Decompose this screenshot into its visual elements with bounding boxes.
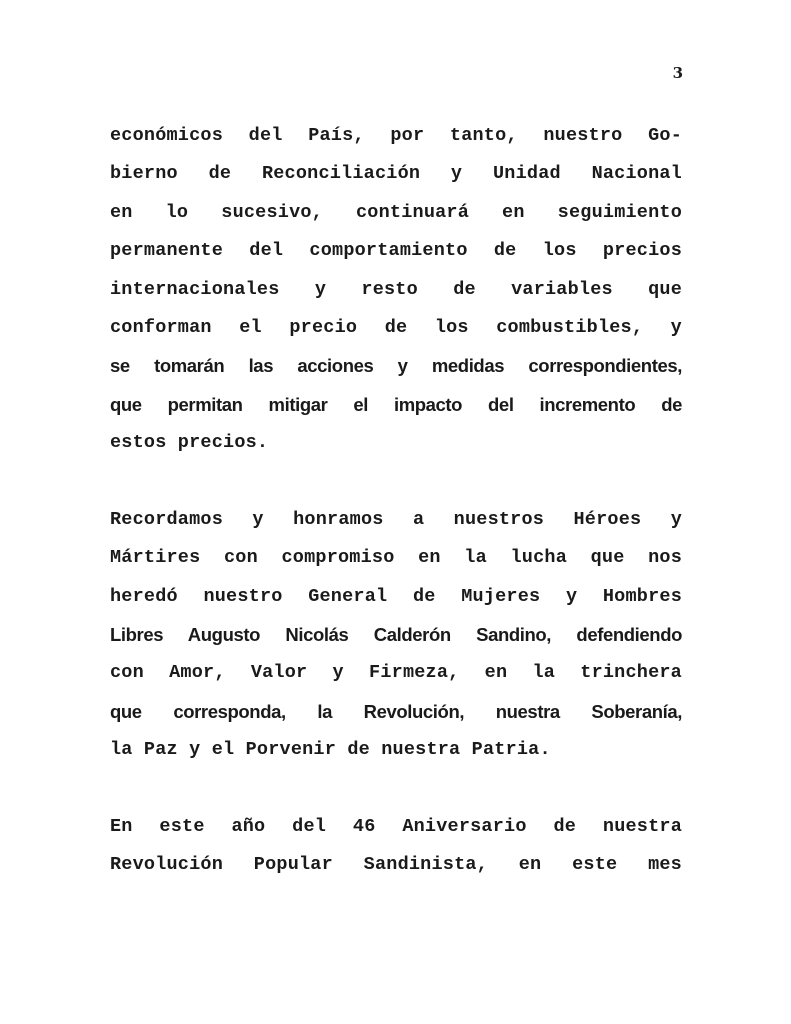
paragraph-gap xyxy=(110,463,682,501)
text-line: permanente del comportamiento de los precios xyxy=(110,240,682,262)
page-number: 3 xyxy=(672,64,683,82)
paragraph-fuel-prices xyxy=(110,117,682,463)
text-line: En este año del 46 Aniversario de nuestra xyxy=(110,816,682,838)
text-line: que permitan mitigar el impacto del incremento de xyxy=(110,393,682,415)
text-line: se tomarán las acciones y medidas correspondientes, xyxy=(110,355,682,377)
text-line: Libres Augusto Nicolás Calderón Sandino, defendiendo xyxy=(110,624,682,646)
document-body xyxy=(110,117,682,885)
text-line: la Paz y el Porvenir de nuestra Patria. xyxy=(110,739,551,761)
text-line: Recordamos y honramos a nuestros Héroes y xyxy=(110,508,682,530)
text-line: Revolución Popular Sandinista, en este mes xyxy=(110,854,682,876)
text-line: estos precios. xyxy=(110,432,269,454)
paragraph-gap xyxy=(110,770,682,808)
text-line: bierno de Reconciliación y Unidad Nacional xyxy=(110,163,682,185)
text-line: heredó nuestro General de Mujeres y Hombres xyxy=(110,585,682,607)
text-line: internacionales y resto de variables que xyxy=(110,278,682,300)
text-line: que corresponda, la Revolución, nuestra Soberanía, xyxy=(110,700,682,722)
text-line: con Amor, Valor y Firmeza, en la trinchera xyxy=(110,662,682,684)
text-line: conforman el precio de los combustibles, y xyxy=(110,316,682,338)
text-line: económicos del País, por tanto, nuestro Go- xyxy=(110,125,682,146)
paragraph-anniversary xyxy=(110,808,682,885)
text-line: Mártires con compromiso en la lucha que nos xyxy=(110,547,682,569)
text-line: en lo sucesivo, continuará en seguimiento xyxy=(110,201,682,223)
paragraph-heroes xyxy=(110,501,682,770)
